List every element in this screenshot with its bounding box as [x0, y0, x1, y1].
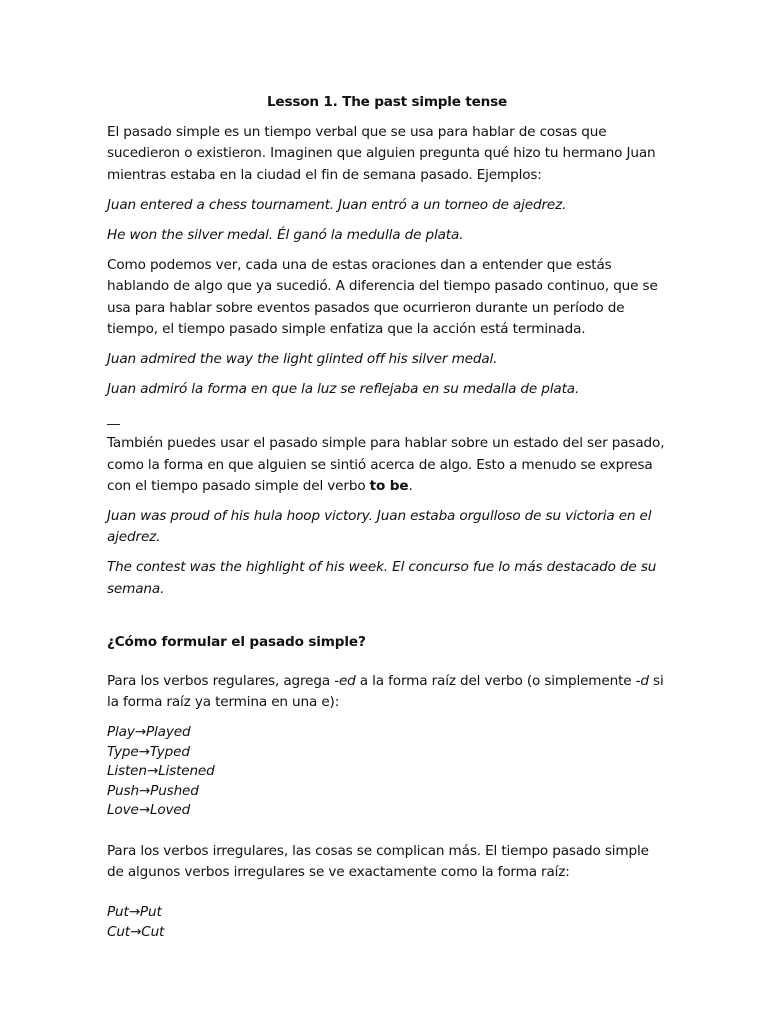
regular-verbs-paragraph [107, 671, 667, 713]
list-item: Listen→Listened [107, 763, 215, 780]
suffix-d: -d [635, 673, 649, 690]
separator-line: __ [107, 411, 120, 427]
example-sentence: Juan admiró la forma en que la luz se reflejaba en su medalla de plata. [107, 381, 580, 398]
example-sentence: He won the silver medal. Él ganó la medulla de plata. [107, 227, 464, 244]
irregular-verbs-paragraph: Para los verbos irregulares, las cosas se complican más. El tiempo pasado simple de algunos verbos irregulares se ve exactamente como la forma raíz: [107, 842, 649, 881]
list-item: Type→Typed [107, 743, 190, 760]
list-item: Put→Put [107, 904, 162, 921]
paragraph-text: a la forma raíz del verbo (o simplemente [355, 673, 636, 690]
document-body [107, 92, 667, 962]
suffix-ed: -ed [334, 673, 356, 690]
list-item: Play→Played [107, 724, 191, 741]
paragraph-text: Para los verbos regulares, agrega [107, 673, 335, 690]
list-item: Push→Pushed [107, 782, 199, 799]
example-sentence: Juan was proud of his hula hoop victory. Juan estaba orgulloso de su victoria en el ajedrez. [107, 508, 652, 546]
state-of-being-paragraph [107, 433, 667, 497]
paragraph-text: También puedes usar el pasado simple para hablar sobre un estado del ser pasado, como la forma en que alguien se sintió acerca de algo. Esto a menudo se expresa con el tiempo pasado simple del verbo [107, 435, 665, 494]
paragraph-end: . [408, 477, 413, 494]
intro-paragraph: El pasado simple es un tiempo verbal que se usa para hablar de cosas que sucedieron o existieron. Imaginen que alguien pregunta qué hizo tu hermano Juan mientras estaba en la ciudad el fin de semana pasado. Ejemplos: [107, 124, 656, 183]
regular-verbs-list [107, 723, 667, 821]
paragraph-text: si la forma raíz ya termina en una e): [107, 673, 664, 711]
example-sentence: Juan entered a chess tournament. Juan entró a un torneo de ajedrez. [107, 196, 567, 213]
list-item: Cut→Cut [107, 923, 165, 940]
section-heading: ¿Cómo formular el pasado simple? [107, 633, 366, 650]
irregular-verbs-list [107, 903, 667, 942]
page-title: Lesson 1. The past simple tense [266, 94, 508, 110]
explanation-paragraph: Como podemos ver, cada una de estas oraciones dan a entender que estás hablando de algo que ya sucedió. A diferencia del tiempo pasado continuo, que se usa para hablar sobre eventos pasados que ocurrieron durante un período de tiempo, el tiempo pasado simple enfatiza que la acción está terminada. [107, 257, 658, 337]
example-sentence: The contest was the highlight of his week. El concurso fue lo más destacado de su semana. [107, 559, 657, 597]
list-item: Love→Loved [107, 802, 191, 819]
bold-term: to be [369, 477, 409, 494]
example-sentence: Juan admired the way the light glinted off his silver medal. [107, 351, 498, 368]
